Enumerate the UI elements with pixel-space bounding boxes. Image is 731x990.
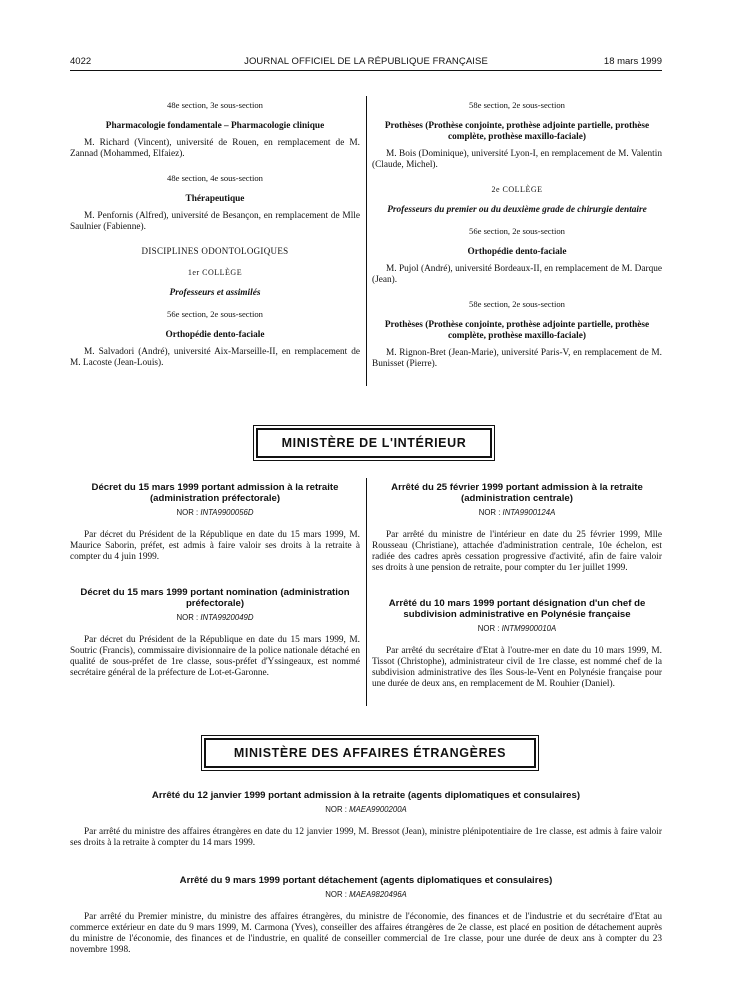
section-label: 48e section, 4e sous-section (167, 173, 263, 183)
appointment-text: M. Penfornis (Alfred), université de Besançon, en remplacement de Mlle Saulnier (Fabienne). (70, 211, 360, 232)
interior-right-column (372, 482, 662, 690)
article-text: Par décret du Président de la République en date du 15 mars 1999, M. Maurice Saborin, préfet, est admis à faire valoir ses droits à la retraite à compter du 4 juin 1999. (70, 530, 360, 562)
header-rule (70, 70, 662, 71)
column-divider-interior (366, 478, 367, 706)
article-text: Par arrêté du ministre de l'intérieur en date du 25 février 1999, Mlle Rousseau (Christiane), attachée d'administration centrale, 10e échelon, est radiée des cadres après cessation progressive d'activité, afin de faire valoir ses droits à une pension de retraite, pour compter du 1er juillet 1999. (372, 530, 662, 573)
article-title: Décret du 15 mars 1999 portant admission à la retraite (administration préfectorale) (91, 482, 339, 504)
article (372, 482, 662, 574)
section-label: 58e section, 2e sous-section (469, 100, 565, 110)
foreign-affairs-section (70, 790, 662, 956)
subject-heading: Orthopédie dento-faciale (165, 330, 265, 340)
nor-reference (70, 507, 360, 518)
college-label: 2e COLLÈGE (491, 185, 543, 194)
appointment-text: M. Richard (Vincent), université de Rouen, en remplacement de M. Zannad (Mohammed, Elfaiez). (70, 138, 360, 159)
nor-reference (372, 623, 662, 634)
nor-label: NOR : (325, 890, 350, 899)
section-label: 56e section, 2e sous-section (167, 309, 263, 319)
nor-reference (70, 889, 662, 900)
subject-heading: Prothèses (Prothèse conjointe, prothèse adjointe partielle, prothèse complète, prothèse maxillo-faciale) (384, 121, 650, 142)
article-text: Par décret du Président de la République en date du 15 mars 1999, M. Soutric (Francis), commissaire divisionnaire de la police nationale détaché en qualité de sous-préfet de 1re classe, sous-préfet d'Yssingeaux, est nommé secrétaire général de la préfecture de Lot-et-Garonne. (70, 635, 360, 678)
section-label: 58e section, 2e sous-section (469, 299, 565, 309)
interior-left-column (70, 482, 360, 679)
nor-label: NOR : (176, 508, 201, 517)
page-number: 4022 (70, 56, 92, 67)
nor-reference (70, 804, 662, 815)
right-column (372, 100, 662, 383)
appointment-text: M. Pujol (André), université Bordeaux-II, en remplacement de M. Darque (Jean). (372, 264, 662, 285)
discipline-heading: DISCIPLINES ODONTOLOGIQUES (141, 246, 289, 256)
left-column (70, 100, 360, 382)
nor-label: NOR : (176, 613, 201, 622)
nor-code: INTA9900124A (502, 508, 556, 517)
article-text: Par arrêté du Premier ministre, du ministre des affaires étrangères, du ministre de l'économie, des finances et de l'industrie et du secrétaire d'Etat au commerce extérieur en date du 9 mars 1999, M. Carmona (Yves), conseiller des affaires étrangères de 2e classe, est placé en position de détachement auprès du ministre de l'économie, des finances et de l'industrie, en qualité de conseiller commercial de 1re classe, pour une durée de deux ans à compter du 23 novembre 1998. (70, 912, 662, 955)
article-title: Arrêté du 10 mars 1999 portant désignation d'un chef de subdivision administrative en Polynésie française (388, 598, 646, 620)
ministry-interior-heading (256, 428, 492, 458)
article-title: Arrêté du 25 février 1999 portant admission à la retraite (administration centrale) (391, 482, 643, 504)
article-title: Arrêté du 12 janvier 1999 portant admission à la retraite (agents diplomatiques et consulaires) (151, 790, 581, 801)
article (372, 598, 662, 690)
ministry-interior-title: MINISTÈRE DE L'INTÉRIEUR (281, 436, 467, 450)
column-divider (366, 96, 367, 386)
article-title: Décret du 15 mars 1999 portant nomination (administration préfectorale) (80, 587, 350, 609)
subject-heading: Thérapeutique (185, 194, 245, 204)
ministry-foreign-title: MINISTÈRE DES AFFAIRES ÉTRANGÈRES (233, 746, 507, 760)
article (70, 482, 360, 563)
section-label: 48e section, 3e sous-section (167, 100, 263, 110)
issue-date: 18 mars 1999 (603, 56, 662, 67)
nor-reference (70, 612, 360, 623)
nor-reference (372, 507, 662, 518)
nor-code: MAEA9820496A (349, 890, 407, 899)
ministry-foreign-heading (204, 738, 536, 768)
subject-heading: Pharmacologie fondamentale – Pharmacologie clinique (105, 121, 325, 131)
category-heading: Professeurs du premier ou du deuxième grade de chirurgie dentaire (387, 205, 647, 215)
article (70, 790, 662, 849)
article-text: Par arrêté du ministre des affaires étrangères en date du 12 janvier 1999, M. Bressot (Jean), ministre plénipotentiaire de 1re classe, est admis à faire valoir ses droits à la retraite à compter du 14 mars 1999. (70, 827, 662, 848)
nor-code: INTA9920049D (200, 613, 254, 622)
subject-heading: Orthopédie dento-faciale (467, 247, 567, 257)
article-text: Par arrêté du secrétaire d'Etat à l'outre-mer en date du 10 mars 1999, M. Tissot (Christophe), administrateur civil de 1re classe, est nommé chef de la subdivision administrative des îles Sous-le-Vent en Polynésie française pour une durée de deux ans, en remplacement de M. Rouhier (Daniel). (372, 646, 662, 689)
article-title: Arrêté du 9 mars 1999 portant détachement (agents diplomatiques et consulaires) (179, 875, 553, 886)
appointment-text: M. Salvadori (André), université Aix-Marseille-II, en remplacement de M. Lacoste (Jean-Louis). (70, 347, 360, 368)
category-heading: Professeurs et assimilés (169, 288, 261, 298)
subject-heading: Prothèses (Prothèse conjointe, prothèse adjointe partielle, prothèse complète, prothèse maxillo-faciale) (384, 320, 650, 341)
journal-title: JOURNAL OFFICIEL DE LA RÉPUBLIQUE FRANÇAISE (244, 56, 488, 67)
college-label: 1er COLLÈGE (187, 268, 243, 277)
nor-code: MAEA9900200A (349, 805, 407, 814)
nor-label: NOR : (325, 805, 350, 814)
nor-code: INTA9900056D (200, 508, 254, 517)
nor-code: INTM9900010A (501, 624, 557, 633)
section-label: 56e section, 2e sous-section (469, 226, 565, 236)
article (70, 875, 662, 956)
article (70, 587, 360, 679)
nor-label: NOR : (478, 508, 503, 517)
appointment-text: M. Rignon-Bret (Jean-Marie), université Paris-V, en remplacement de M. Bunisset (Pierre). (372, 348, 662, 369)
nor-label: NOR : (477, 624, 502, 633)
appointment-text: M. Bois (Dominique), université Lyon-I, en remplacement de M. Valentin (Claude, Michel). (372, 149, 662, 170)
